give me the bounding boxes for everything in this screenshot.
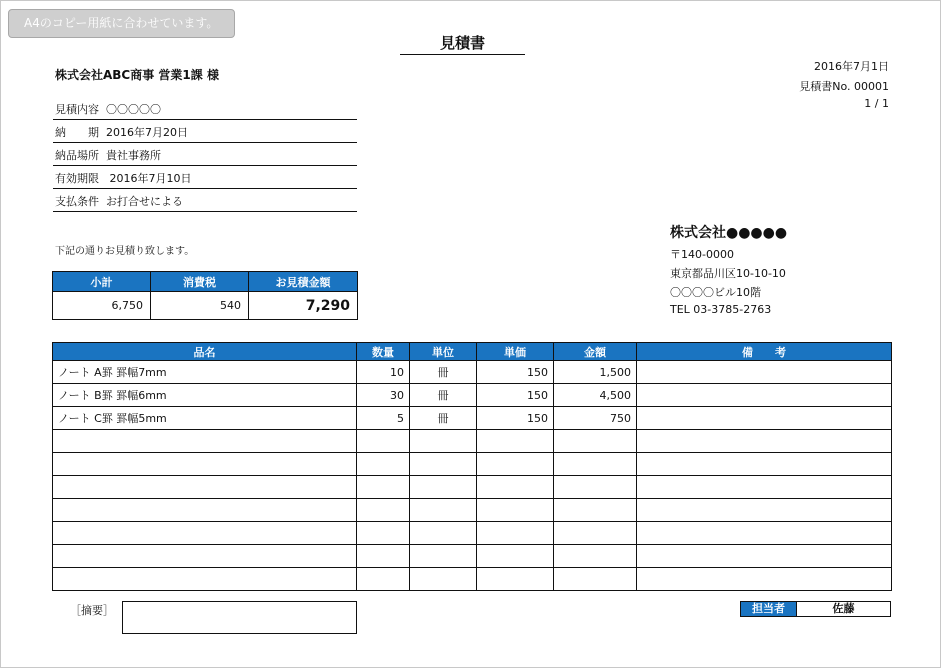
cell-amount: 750: [554, 407, 637, 430]
table-row: [53, 499, 892, 522]
cell-qty: [357, 476, 410, 499]
summary-tax: 540: [151, 292, 249, 320]
cell-price: [477, 522, 554, 545]
cell-note: [637, 568, 892, 591]
cell-amount: 1,500: [554, 361, 637, 384]
cell-price: [477, 476, 554, 499]
table-row: [53, 568, 892, 591]
paper-size-notice: A4のコピー用紙に合わせています。: [8, 9, 235, 38]
cell-name: [53, 545, 357, 568]
cell-qty: [357, 430, 410, 453]
cell-amount: [554, 430, 637, 453]
cell-price: 150: [477, 407, 554, 430]
quote-number: 見積書No. 00001: [799, 80, 889, 93]
cell-amount: [554, 568, 637, 591]
summary-table: [52, 271, 358, 320]
cell-note: [637, 545, 892, 568]
cell-price: [477, 453, 554, 476]
col-header-item: 品名: [53, 343, 357, 361]
cell-price: [477, 430, 554, 453]
staff-name: 佐藤: [832, 602, 855, 615]
info-row-expiry: [53, 166, 357, 189]
cell-amount: [554, 545, 637, 568]
cell-amount: [554, 453, 637, 476]
info-label: 有効期限: [55, 172, 99, 185]
company-address: 東京都品川区10-10-10: [670, 267, 786, 280]
summary-header-subtotal: 小計: [53, 272, 151, 292]
cell-qty: 5: [357, 407, 410, 430]
cell-note: [637, 499, 892, 522]
table-row: [53, 476, 892, 499]
col-header-price: 単価: [477, 343, 554, 361]
cell-unit: [410, 545, 477, 568]
cell-name: [53, 522, 357, 545]
info-label: 見積内容: [55, 103, 99, 116]
cell-amount: [554, 476, 637, 499]
cell-qty: [357, 453, 410, 476]
cell-name: ノート A罫 罫幅7mm: [53, 361, 357, 384]
cell-price: 150: [477, 361, 554, 384]
cell-name: [53, 568, 357, 591]
cell-name: [53, 476, 357, 499]
info-row-delivery: [53, 120, 357, 143]
info-label: 納 期: [55, 126, 99, 139]
cell-name: ノート C罫 罫幅5mm: [53, 407, 357, 430]
col-header-amount: 金額: [554, 343, 637, 361]
cell-price: [477, 545, 554, 568]
summary-note-label: ［摘要］: [70, 604, 114, 617]
cell-note: [637, 453, 892, 476]
cell-unit: [410, 522, 477, 545]
info-value: 2016年7月10日: [106, 172, 192, 185]
cell-amount: [554, 522, 637, 545]
info-value: 2016年7月20日: [106, 126, 188, 139]
cell-name: ノート B罫 罫幅6mm: [53, 384, 357, 407]
col-header-qty: 数量: [357, 343, 410, 361]
cell-note: [637, 430, 892, 453]
summary-note-box: [122, 601, 357, 634]
staff-box: [740, 601, 891, 617]
cell-price: [477, 499, 554, 522]
cell-name: [53, 430, 357, 453]
cell-qty: 30: [357, 384, 410, 407]
cell-note: [637, 384, 892, 407]
cell-unit: [410, 430, 477, 453]
cell-qty: [357, 522, 410, 545]
info-value: 〇〇〇〇〇: [106, 103, 161, 116]
table-row: [53, 430, 892, 453]
cell-qty: [357, 545, 410, 568]
cell-amount: [554, 499, 637, 522]
staff-label: 担当者: [741, 602, 797, 616]
cell-note: [637, 361, 892, 384]
cell-unit: [410, 568, 477, 591]
cell-price: [477, 568, 554, 591]
summary-header-total: お見積金額: [249, 272, 358, 292]
cell-note: [637, 476, 892, 499]
company-building: 〇〇〇〇ビル10階: [670, 286, 761, 299]
table-row: [53, 453, 892, 476]
cell-unit: [410, 499, 477, 522]
info-row-location: [53, 143, 357, 166]
company-name: 株式会社●●●●●: [670, 225, 788, 241]
info-row-content: [53, 97, 357, 120]
info-value: お打合せによる: [106, 195, 183, 208]
cell-qty: 10: [357, 361, 410, 384]
cell-qty: [357, 568, 410, 591]
cell-unit: 冊: [410, 361, 477, 384]
cell-price: 150: [477, 384, 554, 407]
info-label: 支払条件: [55, 195, 99, 208]
info-label: 納品場所: [55, 149, 99, 162]
table-row: [53, 522, 892, 545]
table-row: [53, 407, 892, 430]
cell-unit: [410, 453, 477, 476]
table-row: [53, 361, 892, 384]
cell-amount: 4,500: [554, 384, 637, 407]
cell-note: [637, 407, 892, 430]
table-row: [53, 384, 892, 407]
cell-note: [637, 522, 892, 545]
col-header-unit: 単位: [410, 343, 477, 361]
info-row-payment: [53, 189, 357, 212]
summary-subtotal: 6,750: [53, 292, 151, 320]
customer-name: 株式会社ABC商事 営業1課 様: [55, 68, 219, 82]
company-tel: TEL 03-3785-2763: [670, 303, 772, 316]
page-number: 1 / 1: [864, 97, 889, 110]
summary-header-tax: 消費税: [151, 272, 249, 292]
cell-unit: 冊: [410, 407, 477, 430]
company-postal: 〒140-0000: [670, 248, 734, 261]
cell-unit: 冊: [410, 384, 477, 407]
issue-date: 2016年7月1日: [814, 60, 889, 73]
items-table: [52, 342, 892, 591]
table-row: [53, 545, 892, 568]
document-title: 見積書: [400, 33, 525, 55]
cell-name: [53, 499, 357, 522]
cell-unit: [410, 476, 477, 499]
col-header-note: 備 考: [637, 343, 892, 361]
info-value: 貴社事務所: [106, 149, 161, 162]
cell-qty: [357, 499, 410, 522]
summary-total: 7,290: [249, 292, 358, 320]
cell-name: [53, 453, 357, 476]
intro-text: 下記の通りお見積り致します。: [55, 246, 195, 257]
